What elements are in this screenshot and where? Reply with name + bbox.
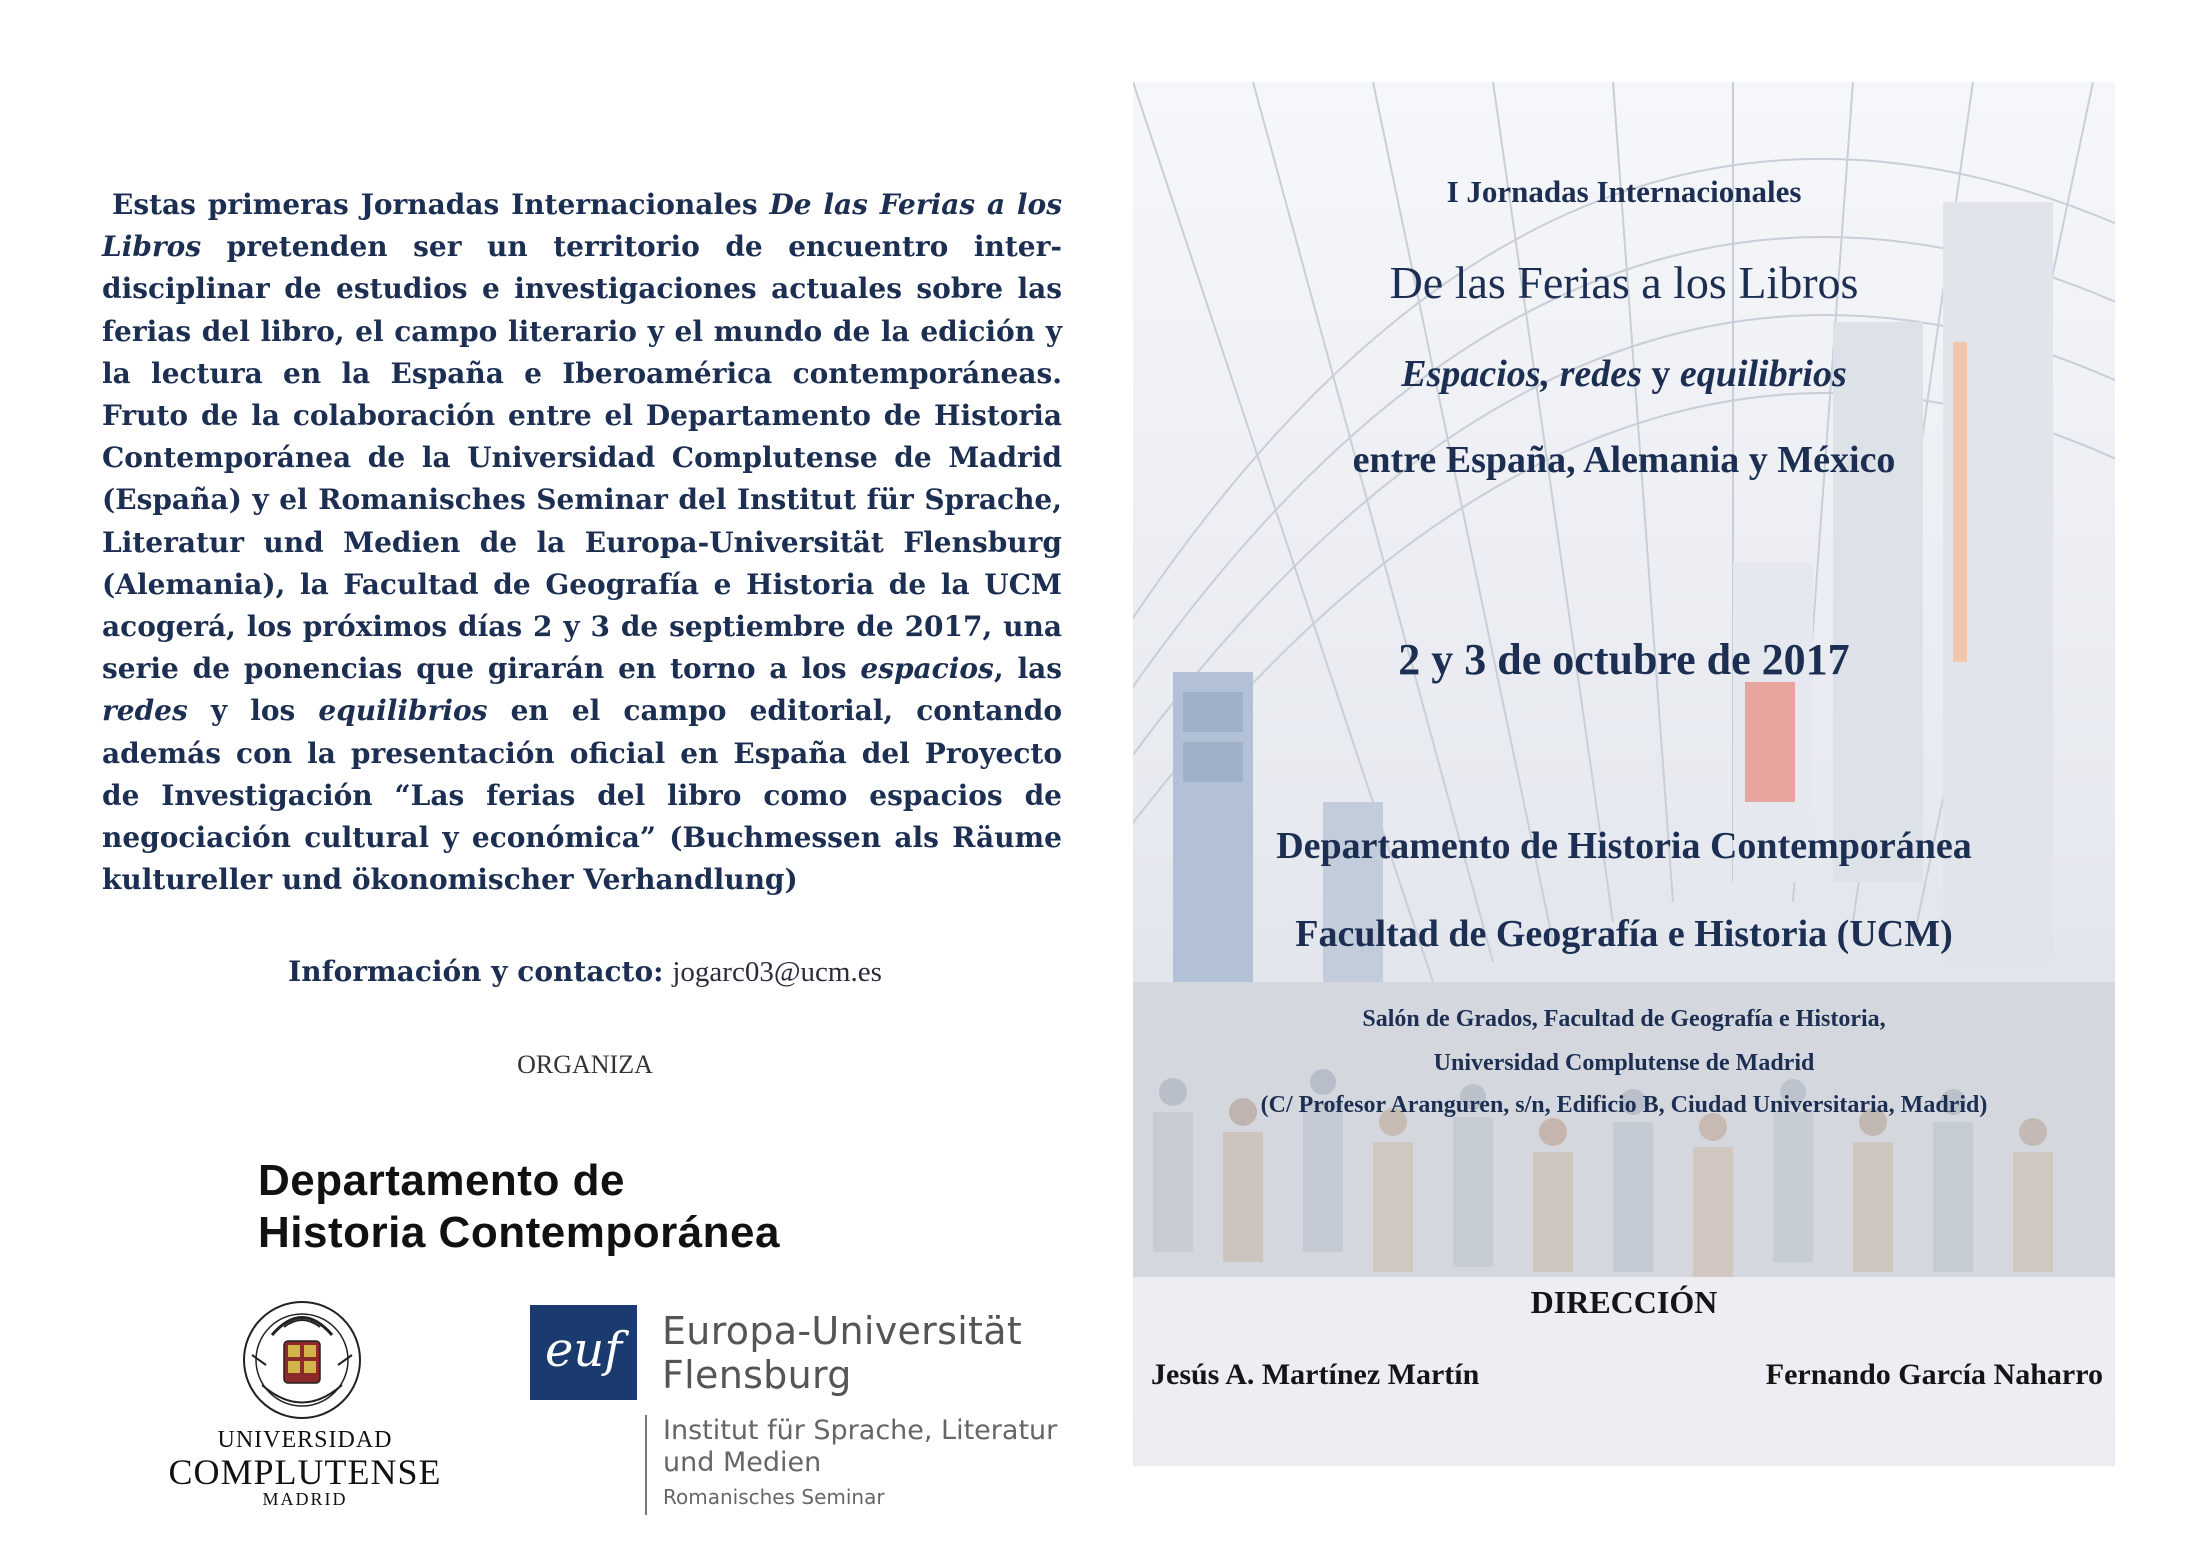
subtitle-comma: , — [1540, 353, 1551, 395]
ucm-logo-line2: COMPLUTENSE — [168, 1452, 442, 1492]
intro-text-2: pretenden ser un territorio de encuentro inter-disciplinar de estudios e investigaciones actuales sobre las ferias del libro, el campo literario y el mundo de la edición y la lectura en la España e Iberoamérica contemporáneas. Fruto de la colaboración entre el Departamento de Historia Contemporánea de la Universidad Complutense de Madrid (España) y el Romanisches Seminar del Institut für Sprache, Literatur und Medien de la Europa-Universität Flensburg (Alemania), la Facultad de Geografía e Historia de la UCM acogerá, los próximos días 2 y 3 de septiembre de 2017, una serie de ponencias que girarán en torno a los — [102, 230, 1062, 686]
poster-faculty: Facultad de Geografía e Historia (UCM) — [1295, 913, 1953, 955]
euf-sub-line1: Institut für Sprache, Literatur — [663, 1415, 1058, 1446]
contact-label: Información y contacto: — [288, 955, 664, 988]
direction-heading: DIRECCIÓN — [1530, 1284, 1718, 1320]
poster-address-line1: Salón de Grados, Facultad de Geografía e Historia, — [1362, 1006, 1886, 1032]
contact-email-link[interactable]: jogarc03@ucm.es — [672, 956, 882, 988]
intro-italic-espacios: espacios — [860, 652, 994, 686]
euf-divider — [645, 1415, 647, 1515]
intro-text-4: y los — [187, 694, 319, 728]
event-poster — [1133, 82, 2115, 1466]
poster-main-title: De las Ferias a los Libros — [1389, 257, 1859, 308]
intro-text-1: Estas primeras Jornadas Internacionales — [112, 188, 770, 221]
intro-paragraph — [102, 184, 1062, 901]
poster-countries: entre España, Alemania y México — [1352, 439, 1896, 481]
ucm-logo-line3: MADRID — [262, 1489, 348, 1509]
organiza-heading: ORGANIZA — [517, 1050, 653, 1079]
poster-address-line2: Universidad Complutense de Madrid — [1433, 1050, 1815, 1076]
director-name-2: Fernando García Naharro — [1765, 1358, 2103, 1391]
intro-text-5: en el campo editorial, contando además con la presentación oficial en España del Proyecto de Investigación “Las ferias del libro como espacios de negociación cultural y económica” (Buchmessen als Räume kultureller und ökonomischer Verhandlung) — [102, 694, 1062, 897]
euf-sub-line3: Romanisches Seminar — [663, 1485, 885, 1509]
poster-text-layer — [1133, 82, 2115, 1466]
euf-name-line2: Flensburg — [662, 1353, 852, 1397]
poster-department: Departamento de Historia Contemporánea — [1276, 825, 1972, 867]
subtitle-y: y — [1651, 353, 1671, 395]
department-logo-line1: Departamento de — [258, 1156, 625, 1205]
ucm-seal-icon — [222, 1295, 382, 1425]
intro-italic-equilibrios: equilibrios — [318, 694, 488, 728]
intro-italic-title: De las Ferias a los Libros — [102, 188, 1062, 264]
euf-mark-icon: euf — [530, 1305, 637, 1400]
ucm-logo-line1: UNIVERSIDAD — [217, 1427, 393, 1453]
euf-logo — [530, 1305, 1090, 1515]
poster-date: 2 y 3 de octubre de 2017 — [1398, 635, 1850, 684]
euf-sub-line2: und Medien — [663, 1447, 822, 1478]
intro-text-3: , las — [993, 652, 1062, 686]
subtitle-redes: redes — [1559, 353, 1642, 395]
poster-address-line3: (C/ Profesor Aranguren, s/n, Edificio B, Ciudad Universitaria, Madrid) — [1260, 1092, 1988, 1118]
subtitle-espacios: Espacios — [1401, 353, 1541, 395]
director-name-1: Jesús A. Martínez Martín — [1151, 1358, 1480, 1391]
poster-subtitle — [1133, 352, 2115, 396]
intro-italic-redes: redes — [102, 694, 188, 728]
euf-name-line1: Europa-Universität — [662, 1309, 1023, 1353]
contact-line — [0, 955, 1170, 989]
department-logo — [258, 1155, 780, 1259]
department-logo-line2: Historia Contemporánea — [258, 1208, 780, 1257]
ucm-logo — [140, 1295, 470, 1515]
subtitle-equilibrios: equilibrios — [1679, 353, 1847, 395]
poster-title-line1: I Jornadas Internacionales — [1446, 174, 1802, 209]
